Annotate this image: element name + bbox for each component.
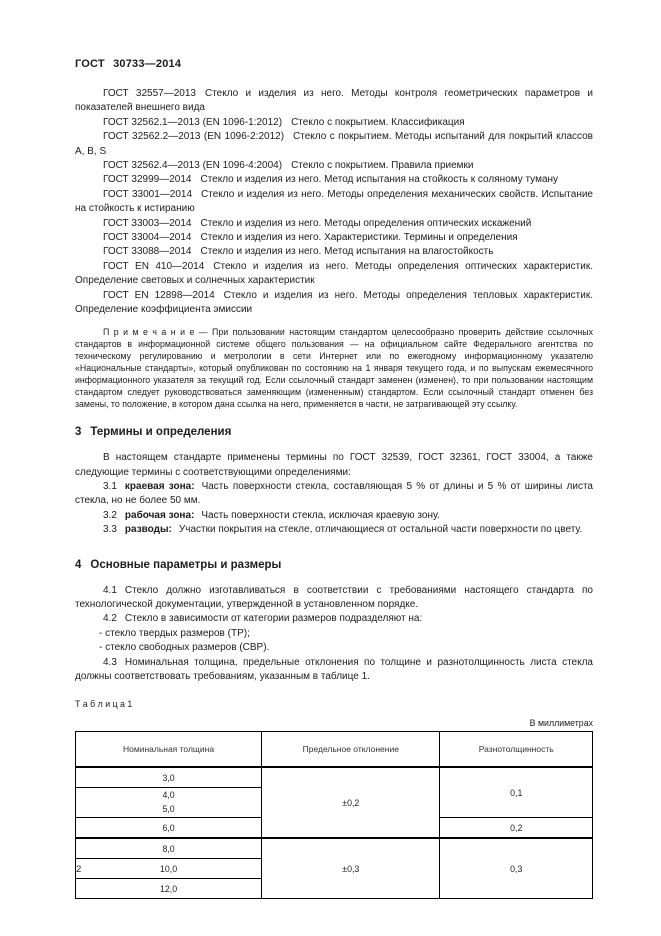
- term-name: краевая зона:: [124, 480, 195, 492]
- section-number: 4: [75, 558, 82, 571]
- term-definition: Часть поверхности стекла, исключая краевую зону.: [201, 509, 440, 521]
- paragraph-number: 4.2: [103, 613, 117, 625]
- thickness-value: 5,0: [162, 803, 175, 814]
- table-caption: Т а б л и ц а 1: [75, 699, 133, 710]
- reference-title: Стекло и изделия из него. Метод испытания на влагостойкость: [200, 246, 494, 258]
- paragraph-number: 4.1: [103, 584, 117, 596]
- cell-variance: 0,2: [440, 818, 593, 839]
- paragraph-text: Стекло должно изготавливаться в соответствии с требованиями настоящего стандарта по технологической документации, утвержденной в установленном порядке.: [75, 584, 593, 610]
- paragraph-text: Стекло в зависимости от категории размеров подразделяют на:: [124, 613, 423, 625]
- cell-thickness: 6,0: [76, 818, 262, 839]
- reference-code: ГОСТ 33003—2014: [103, 217, 192, 229]
- references-list: [75, 87, 593, 318]
- section-3-intro: В настоящем стандарте применены термины по ГОСТ 32539, ГОСТ 32361, ГОСТ 33004, а также следующие термины с соответствующими определениями:: [75, 452, 593, 478]
- reference-title: Стекло и изделия из него. Методы контроля геометрических параметров и показателей внешнего вида: [75, 88, 593, 114]
- term-item-3-2: [75, 509, 593, 523]
- standards-note: П р и м е ч а н и е — При пользовании настоящим стандартом целесообразно проверить действие ссылочных стандартов в информационной системе общего пользования — на официальном сайте Федерального агентства по техническому регулированию и метрологии в сети Интернет или по ежегодному информационному указателю «Национальные стандарты», который опубликован по состоянию на 1 января текущего года, и по выпускам ежемесячного информационного указателя за текущий год. Если ссылочный стандарт заменен (изменен), то при пользовании настоящим стандартом следует руководствоваться заменяющим (измененным) стандартом. Если ссылочный стандарт отменен без замены, то положение, в котором дана ссылка на него, применяется в части, не затрагивающей эту ссылку.: [75, 326, 593, 410]
- term-name: рабочая зона:: [124, 509, 195, 521]
- reference-code: ГОСТ 32562.1—2013 (EN 1096-1:2012): [103, 116, 283, 128]
- term-name: разводы:: [124, 524, 172, 536]
- cell-variance: 0,3: [440, 838, 593, 899]
- reference-title: Стекло и изделия из него. Метод испытания на стойкость к соляному туману: [200, 174, 559, 186]
- doc-code: ГОСТ 30733—2014: [75, 58, 182, 70]
- section-title: Основные параметры и размеры: [90, 558, 282, 571]
- term-definition: Участки покрытия на стекле, отличающиеся от остальной части поверхности по цвету.: [178, 524, 583, 536]
- table-header-thickness: Номинальная толщина: [76, 732, 262, 768]
- term-number: 3.1: [103, 480, 117, 492]
- paragraph-4-2: [75, 612, 593, 626]
- reference-item: [75, 289, 593, 318]
- list-item-tr: - стекло твердых размеров (ТР);: [99, 627, 250, 639]
- term-number: 3.3: [103, 524, 117, 536]
- cell-thickness: [76, 788, 262, 818]
- table-row: [76, 767, 593, 788]
- reference-item: [75, 245, 593, 259]
- page-number: 2: [76, 864, 82, 875]
- reference-code: ГОСТ 32557—2013: [103, 88, 196, 99]
- cell-thickness: 8,0: [76, 838, 262, 859]
- thickness-value: 4,0: [162, 790, 175, 801]
- reference-item: [75, 173, 593, 187]
- cell-deviation: ±0,2: [262, 767, 440, 838]
- reference-item: [75, 159, 593, 173]
- reference-code: ГОСТ EN 12898—2014: [103, 289, 215, 301]
- paragraph-text: Номинальная толщина, предельные отклонения по толщине и разнотолщинность листа стекла должны соответствовать требованиям, указанным в таблице 1.: [75, 656, 593, 683]
- table-1: [75, 731, 593, 899]
- table-header-variance: Разнотолщинность: [440, 732, 593, 768]
- reference-code: ГОСТ 33004—2014: [103, 232, 192, 244]
- paragraph-4-3: [75, 656, 593, 685]
- reference-code: ГОСТ 32999—2014: [103, 174, 192, 186]
- reference-title: Стекло и изделия из него. Методы определения оптических искажений: [200, 217, 532, 229]
- section-3-heading: [75, 426, 593, 438]
- reference-code: ГОСТ 33088—2014: [103, 246, 192, 258]
- cell-thickness: 3,0: [76, 767, 262, 788]
- reference-title: Стекло с покрытием. Правила приемки: [291, 160, 474, 172]
- table-header-deviation: Предельное отклонение: [262, 732, 440, 768]
- reference-item: [75, 231, 593, 245]
- reference-title: Стекло с покрытием. Классификация: [291, 116, 465, 128]
- reference-item: [75, 217, 593, 231]
- cell-thickness: 10,0: [76, 859, 262, 879]
- reference-title: Стекло и изделия из него. Методы определения механических свойств. Испытание на стойкость к истиранию: [75, 188, 593, 215]
- paragraph-number: 4.3: [103, 656, 117, 668]
- term-definition: Часть поверхности стекла, составляющая 5 % от длины и 5 % от ширины листа стекла, но не более 50 мм.: [75, 480, 593, 507]
- reference-title: Стекло и изделия из него. Характеристики. Термины и определения: [200, 232, 518, 244]
- cell-variance: 0,1: [440, 767, 593, 818]
- cell-deviation: ±0,3: [262, 838, 440, 899]
- reference-title: Стекло и изделия из него. Методы определения оптических характеристик. Определение световых и солнечных характеристик: [75, 260, 593, 287]
- term-item-3-1: [75, 480, 593, 509]
- reference-title: Стекло и изделия из него. Методы определения тепловых характеристик. Определение коэффициента эмиссии: [75, 289, 594, 316]
- reference-item: [75, 130, 593, 159]
- term-item-3-3: [75, 523, 593, 537]
- reference-code: ГОСТ 32562.4—2013 (EN 1096-4:2004): [103, 160, 283, 172]
- cell-thickness: 12,0: [76, 879, 262, 899]
- reference-item: [75, 260, 593, 289]
- list-item-svr: - стекло свободных размеров (СВР).: [99, 642, 270, 654]
- reference-code: ГОСТ 33001—2014: [103, 188, 193, 200]
- reference-code: ГОСТ EN 410—2014: [103, 260, 205, 272]
- section-number: 3: [75, 426, 82, 439]
- reference-item: [75, 188, 593, 217]
- section-title: Термины и определения: [90, 426, 232, 439]
- reference-item: [75, 116, 593, 130]
- term-number: 3.2: [103, 509, 117, 521]
- reference-item: [75, 87, 593, 116]
- table-header-row: [76, 732, 593, 768]
- table-units-label: В миллиметрах: [529, 718, 593, 729]
- paragraph-4-1: [75, 584, 593, 613]
- table-row: [76, 838, 593, 859]
- reference-code: ГОСТ 32562.2—2013 (EN 1096-2:2012): [103, 131, 285, 143]
- reference-title: Стекло с покрытием. Методы испытаний для покрытий классов А, В, S: [75, 131, 593, 157]
- section-4-heading: [75, 559, 593, 571]
